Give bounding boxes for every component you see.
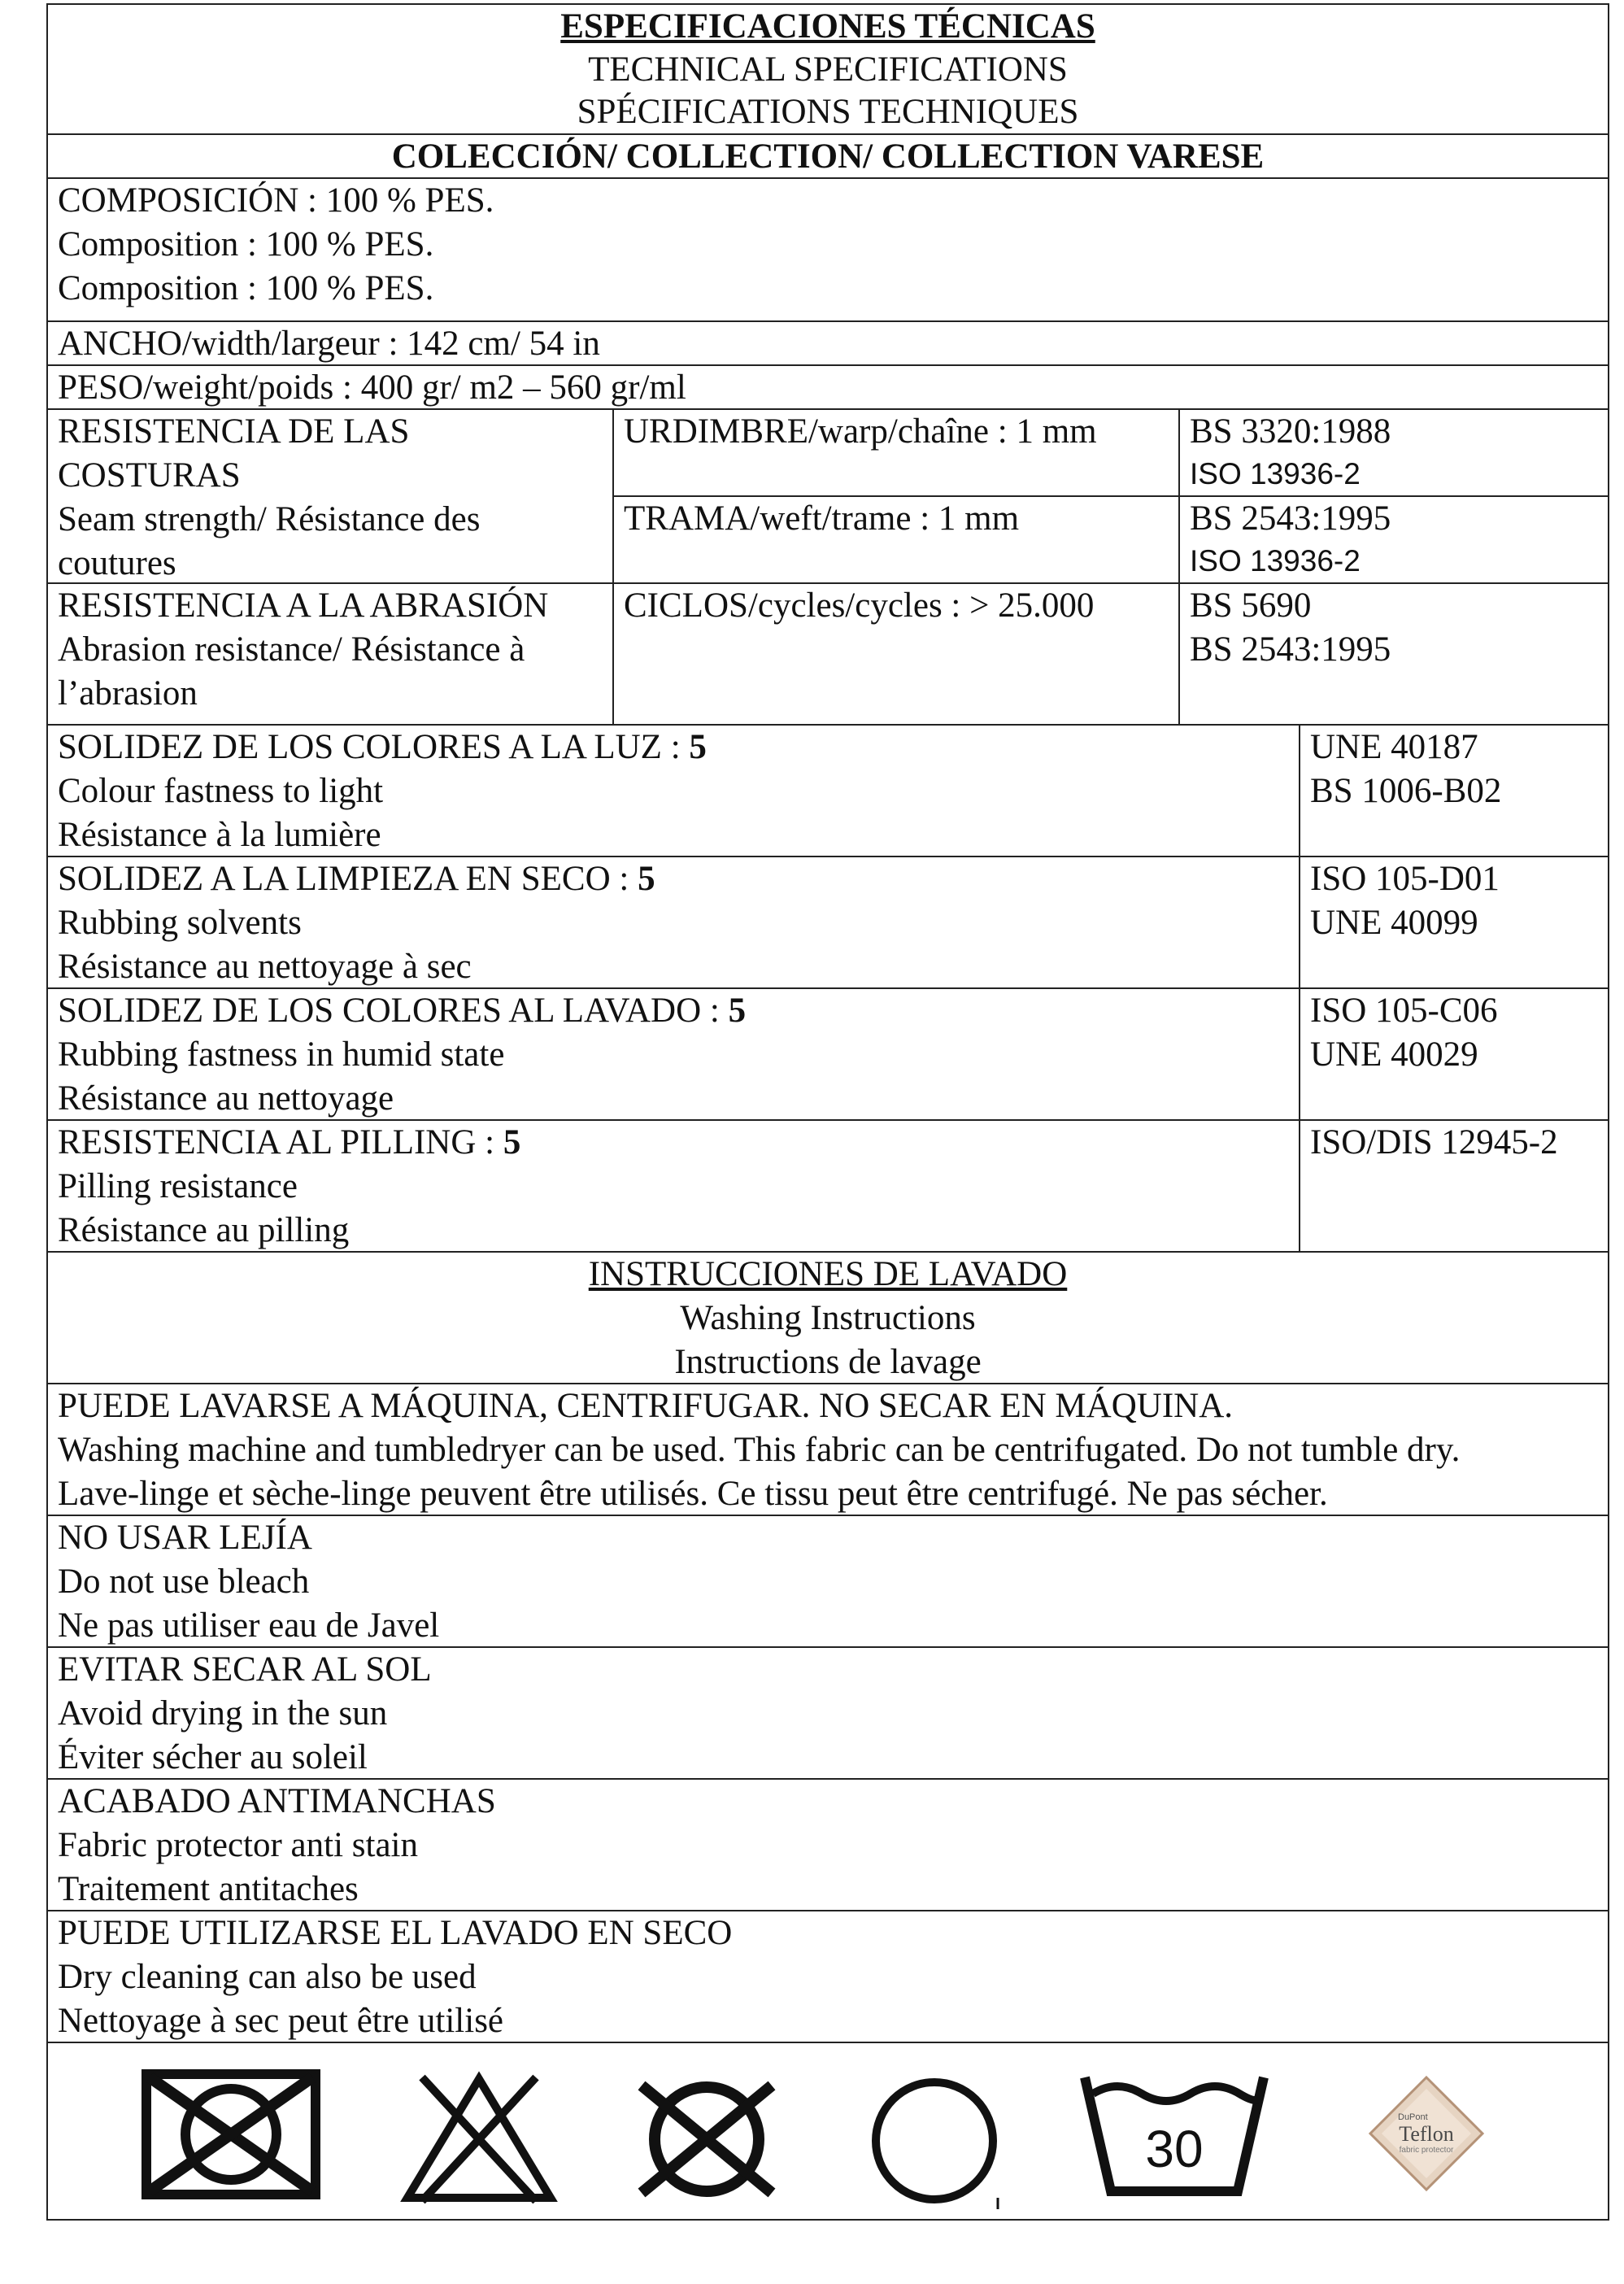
instruction-es: PUEDE UTILIZARSE EL LAVADO EN SECO xyxy=(58,1914,733,1952)
washing-es: SOLIDEZ DE LOS COLORES AL LAVADO : 5 xyxy=(58,992,747,1030)
instruction-en: Do not use bleach xyxy=(58,1563,310,1601)
light-fr: Résistance à la lumière xyxy=(58,816,381,854)
light-std-2: BS 1006-B02 xyxy=(1310,772,1502,810)
seam-weft: TRAMA/weft/trame : 1 mm xyxy=(624,499,1020,538)
logo-name: Teflon xyxy=(1399,2122,1454,2146)
instruction-en: Avoid drying in the sun xyxy=(58,1694,388,1733)
washing-fr: Résistance au nettoyage xyxy=(58,1079,394,1118)
width-value: ANCHO/width/largeur : 142 cm/ 54 in xyxy=(58,325,600,363)
composition-es: COMPOSICIÓN : 100 % PES. xyxy=(58,181,494,220)
dry-clean-std-1: ISO 105-D01 xyxy=(1310,860,1500,898)
wash-30-icon xyxy=(1077,2061,1272,2199)
instruction-es: NO USAR LEJÍA xyxy=(58,1519,312,1557)
abrasion-std-1: BS 5690 xyxy=(1190,586,1312,625)
abrasion-row xyxy=(48,584,1608,726)
logo-brand: DuPont xyxy=(1398,2112,1428,2122)
pilling-es: RESISTENCIA AL PILLING : 5 xyxy=(58,1123,521,1162)
care-icons-row xyxy=(48,2043,1608,2219)
instruction-en: Washing machine and tumbledryer can be used. This fabric can be centrifugated. Do not tumble dry. xyxy=(58,1431,1461,1469)
pilling-en: Pilling resistance xyxy=(58,1167,298,1205)
dry-clean-circle-icon xyxy=(861,2076,1008,2214)
instruction-no-bleach xyxy=(48,1516,1608,1648)
light-es: SOLIDEZ DE LOS COLORES A LA LUZ : 5 xyxy=(58,728,707,766)
dry-clean-en: Rubbing solvents xyxy=(58,904,302,942)
instruction-dry-clean xyxy=(48,1911,1608,2043)
instruction-es: EVITAR SECAR AL SOL xyxy=(58,1650,432,1689)
light-en: Colour fastness to light xyxy=(58,772,384,810)
teflon-logo xyxy=(1365,2073,1487,2195)
title-fr: SPÉCIFICATIONS TECHNIQUES xyxy=(577,93,1079,131)
seam-label-en-1: Seam strength/ Résistance des xyxy=(58,500,481,538)
light-std-1: UNE 40187 xyxy=(1310,728,1478,766)
instructions-title-fr: Instructions de lavage xyxy=(674,1343,982,1381)
abrasion-cycles: CICLOS/cycles/cycles : > 25.000 xyxy=(624,586,1095,625)
collection-name: COLECCIÓN/ COLLECTION/ COLLECTION VARESE xyxy=(391,137,1265,176)
instruction-en: Fabric protector anti stain xyxy=(58,1826,418,1864)
seam-label-es-2: COSTURAS xyxy=(58,456,241,495)
wash-temperature: 30 xyxy=(1145,2120,1204,2178)
abrasion-es: RESISTENCIA A LA ABRASIÓN xyxy=(58,586,549,625)
pilling-fr: Résistance au pilling xyxy=(58,1211,350,1249)
pilling-value: 5 xyxy=(503,1123,521,1162)
no-bleach-icon xyxy=(398,2068,560,2206)
instruction-fr: Ne pas utiliser eau de Javel xyxy=(58,1606,440,1645)
abrasion-en-fr-1: Abrasion resistance/ Résistance à xyxy=(58,630,525,669)
weight-row xyxy=(48,366,1608,410)
seam-label-en-2: coutures xyxy=(58,544,176,582)
composition-en: Composition : 100 % PES. xyxy=(58,225,434,264)
seam-warp: URDIMBRE/warp/chaîne : 1 mm xyxy=(624,412,1097,451)
weight-value: PESO/weight/poids : 400 gr/ m2 – 560 gr/ml xyxy=(58,368,686,407)
seam-weft-std-2: ISO 13936-2 xyxy=(1190,544,1361,578)
washing-value: 5 xyxy=(728,992,747,1030)
light-value: 5 xyxy=(689,728,707,766)
abrasion-std-2: BS 2543:1995 xyxy=(1190,630,1391,669)
instruction-es: ACABADO ANTIMANCHAS xyxy=(58,1782,496,1820)
instruction-fr: Traitement antitaches xyxy=(58,1870,359,1908)
instruction-avoid-sun xyxy=(48,1648,1608,1780)
collection-row xyxy=(48,135,1608,179)
seam-weft-std-1: BS 2543:1995 xyxy=(1190,499,1391,538)
instructions-header xyxy=(48,1253,1608,1384)
pilling-std-1: ISO/DIS 12945-2 xyxy=(1310,1123,1558,1162)
instruction-machine-wash xyxy=(48,1384,1608,1516)
washing-std-2: UNE 40029 xyxy=(1310,1035,1478,1074)
instruction-en: Dry cleaning can also be used xyxy=(58,1958,477,1996)
pilling-row xyxy=(48,1121,1608,1253)
title-en: TECHNICAL SPECIFICATIONS xyxy=(588,50,1068,89)
seam-warp-std-2: ISO 13936-2 xyxy=(1190,457,1361,490)
width-row xyxy=(48,322,1608,366)
dry-clean-es: SOLIDEZ A LA LIMPIEZA EN SECO : 5 xyxy=(58,860,655,898)
washing-en: Rubbing fastness in humid state xyxy=(58,1035,505,1074)
dry-clean-std-2: UNE 40099 xyxy=(1310,904,1478,942)
instructions-title-es: INSTRUCCIONES DE LAVADO xyxy=(588,1255,1068,1293)
spec-sheet xyxy=(46,3,1609,2221)
instruction-es: PUEDE LAVARSE A MÁQUINA, CENTRIFUGAR. NO SECAR EN MÁQUINA. xyxy=(58,1387,1233,1425)
abrasion-en-fr-2: l’abrasion xyxy=(58,674,198,713)
dry-clean-value: 5 xyxy=(638,860,655,898)
composition-row xyxy=(48,179,1608,322)
no-tumble-dry-icon xyxy=(142,2069,320,2199)
no-dry-clean-icon xyxy=(625,2074,788,2204)
logo-sub: fabric protector xyxy=(1399,2146,1454,2155)
dry-clean-fr: Résistance au nettoyage à sec xyxy=(58,948,472,986)
light-fastness-row xyxy=(48,726,1608,857)
instruction-fr: Nettoyage à sec peut être utilisé xyxy=(58,2002,504,2040)
seam-strength-block xyxy=(48,410,1608,584)
instruction-fr: Lave-linge et sèche-linge peuvent être utilisés. Ce tissu peut être centrifugé. Ne pas sécher. xyxy=(58,1475,1328,1513)
title-es: ESPECIFICACIONES TÉCNICAS xyxy=(560,7,1095,46)
seam-label-es-1: RESISTENCIA DE LAS xyxy=(58,412,410,451)
washing-fastness-row xyxy=(48,989,1608,1121)
header xyxy=(48,5,1608,135)
dry-clean-row xyxy=(48,857,1608,989)
composition-fr: Composition : 100 % PES. xyxy=(58,269,434,307)
instruction-fr: Éviter sécher au soleil xyxy=(58,1738,368,1776)
instruction-anti-stain xyxy=(48,1780,1608,1911)
instructions-title-en: Washing Instructions xyxy=(680,1299,976,1337)
seam-warp-std-1: BS 3320:1988 xyxy=(1190,412,1391,451)
washing-std-1: ISO 105-C06 xyxy=(1310,992,1498,1030)
